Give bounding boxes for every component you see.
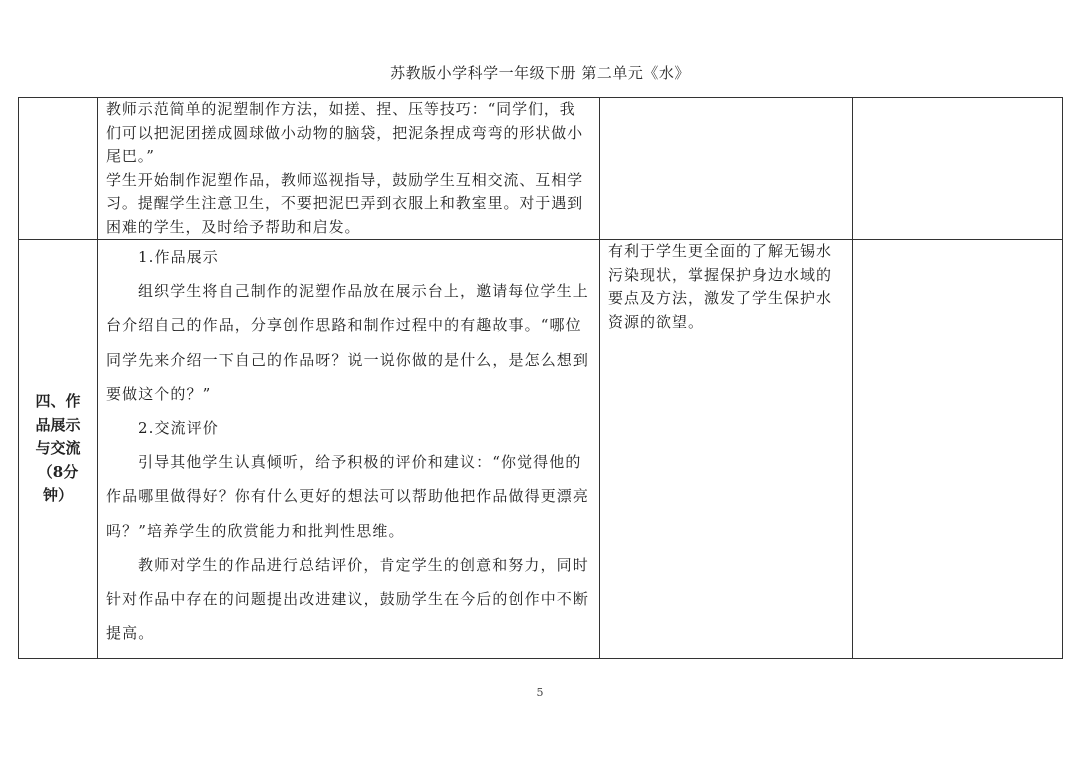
table-row-stage4 [19,240,1063,659]
intent-cell-stage4 [600,240,853,659]
notes-cell-stage4 [853,240,1063,659]
paragraph-evaluation: 引导其他学生认真倾听，给予积极的评价和建议：“你觉得他的作品哪里做得好？你有什么更好的想法可以帮助他把作品做得更漂亮吗？”培养学生的欣赏能力和批判性思维。 [106,453,590,540]
paragraph-summary: 教师对学生的作品进行总结评价，肯定学生的创意和努力，同时针对作品中存在的问题提出改进建议，鼓励学生在今后的创作中不断提高。 [106,555,590,643]
stage-label-cell [19,240,98,659]
page-header-title: 苏教版小学科学一年级下册 第二单元《水》 [390,64,690,82]
continued-paragraph-practice: 学生开始制作泥塑作品，教师巡视指导，鼓励学生互相交流、互相学习。提醒学生注意卫生，不要把泥巴弄到衣服上和教室里。对于遇到困难的学生，及时给予帮助和启发。 [106,170,584,236]
section-heading-evaluation: 2.交流评价 [138,419,219,438]
intent-cell-empty [600,98,853,240]
page-number: 5 [536,686,544,699]
stage-label-line: （8分 [37,462,79,481]
notes-cell-empty [853,98,1063,240]
stage-label-line: 与交流 [35,439,81,458]
activity-cell-stage4 [98,240,600,659]
stage-label-line: 品展示 [35,415,81,434]
section-heading-showcase: 1.作品展示 [138,248,219,266]
lesson-plan-table [18,97,1063,659]
design-intent-text: 有利于学生更全面的了解无锡水污染现状，掌握保护身边水域的要点及方法，激发了学生保护水资源的欲望。 [608,242,833,331]
table-row-continued [19,98,1063,240]
stage-label-line: 四、作 [35,392,81,411]
continued-paragraph-demo: 教师示范简单的泥塑制作方法，如搓、捏、压等技巧：“同学们，我们可以把泥团搓成圆球做小动物的脑袋，把泥条捏成弯弯的形状做小尾巴。” [106,100,584,165]
paragraph-showcase: 组织学生将自己制作的泥塑作品放在展示台上，邀请每位学生上台介绍自己的作品，分享创作思路和制作过程中的有趣故事。“哪位同学先来介绍一下自己的作品呀？说一说你做的是什么，是怎么想到要做这个的？” [106,282,590,403]
stage-cell-empty [19,98,98,240]
activity-cell-continued [98,98,600,240]
stage-label-line: 钟） [42,486,73,505]
